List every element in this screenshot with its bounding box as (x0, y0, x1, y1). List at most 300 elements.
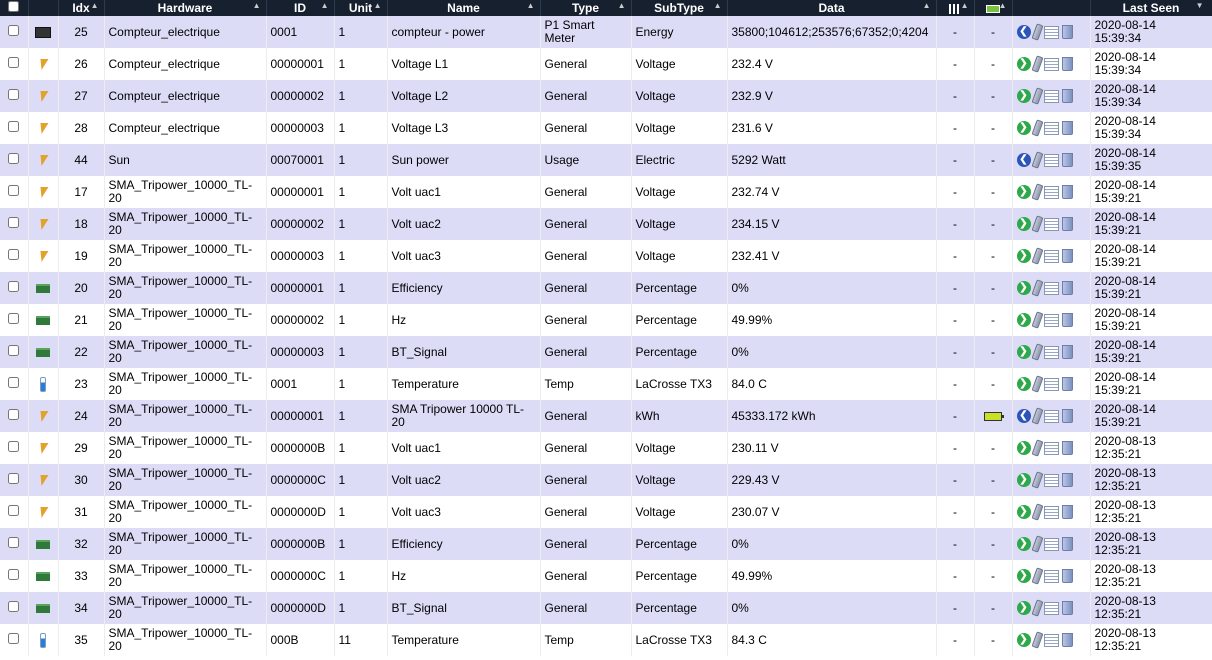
edit-pencil-icon[interactable] (1031, 87, 1043, 104)
table-row[interactable] (0, 368, 1212, 400)
cell-data: 0% (727, 272, 936, 304)
row-checkbox[interactable] (8, 313, 19, 324)
row-actions (1012, 16, 1090, 48)
row-checkbox[interactable] (8, 57, 19, 68)
cell-name: Sun power (387, 144, 540, 176)
forward-arrow-icon[interactable]: ❯ (1017, 281, 1031, 295)
device-icon-cell (28, 208, 58, 240)
cell-name: SMA Tripower 10000 TL-20 (387, 400, 540, 432)
cell-hardware: SMA_Tripower_10000_TL-20 (104, 304, 266, 336)
cell-hardware: SMA_Tripower_10000_TL-20 (104, 528, 266, 560)
trash-icon[interactable] (1062, 441, 1073, 455)
edit-pencil-icon[interactable] (1031, 535, 1043, 552)
cell-subtype: Voltage (631, 496, 727, 528)
table-row[interactable] (0, 48, 1212, 80)
cell-hardware: SMA_Tripower_10000_TL-20 (104, 336, 266, 368)
lightning-icon (38, 219, 49, 230)
trash-icon[interactable] (1062, 217, 1073, 231)
cell-id: 00000003 (266, 336, 334, 368)
select-all-checkbox[interactable] (8, 1, 19, 12)
lightning-icon (38, 411, 49, 422)
trash-icon[interactable] (1062, 473, 1073, 487)
forward-arrow-icon[interactable]: ❯ (1017, 57, 1031, 71)
cell-idx: 34 (58, 592, 104, 624)
edit-pencil-icon[interactable] (1031, 183, 1043, 200)
row-checkbox[interactable] (8, 377, 19, 388)
table-row[interactable] (0, 592, 1212, 624)
select-all-header[interactable] (0, 0, 28, 16)
forward-arrow-icon[interactable]: ❯ (1017, 249, 1031, 263)
table-row[interactable] (0, 400, 1212, 432)
log-icon[interactable] (1044, 634, 1059, 647)
thermometer-icon (40, 377, 46, 392)
edit-pencil-icon[interactable] (1031, 55, 1043, 72)
edit-pencil-icon[interactable] (1031, 599, 1043, 616)
cell-battery: - (974, 272, 1012, 304)
trash-icon[interactable] (1062, 633, 1073, 647)
row-checkbox[interactable] (8, 633, 19, 644)
cell-idx: 30 (58, 464, 104, 496)
cell-battery: - (974, 592, 1012, 624)
cell-type: General (540, 432, 631, 464)
cell-signal: - (936, 176, 974, 208)
cell-name: Voltage L1 (387, 48, 540, 80)
column-header-last-seen[interactable]: Last Seen ▼ (1090, 0, 1212, 16)
row-checkbox[interactable] (8, 281, 19, 292)
circuit-board-icon (36, 604, 50, 613)
row-actions (1012, 624, 1090, 656)
column-header-id[interactable]: ID ▲ (266, 0, 334, 16)
trash-icon[interactable] (1062, 25, 1073, 39)
row-select[interactable] (0, 48, 28, 80)
cell-name: BT_Signal (387, 592, 540, 624)
row-actions (1012, 208, 1090, 240)
forward-arrow-icon[interactable]: ❯ (1017, 377, 1031, 391)
row-select[interactable] (0, 400, 28, 432)
cell-subtype: Percentage (631, 272, 727, 304)
cell-type: General (540, 304, 631, 336)
cell-signal: - (936, 560, 974, 592)
table-row[interactable] (0, 432, 1212, 464)
row-select[interactable] (0, 464, 28, 496)
cell-unit: 1 (334, 368, 387, 400)
cell-id: 0001 (266, 368, 334, 400)
row-actions (1012, 272, 1090, 304)
edit-pencil-icon[interactable] (1031, 375, 1043, 392)
row-select[interactable] (0, 432, 28, 464)
cell-data: 230.11 V (727, 432, 936, 464)
circuit-board-icon (36, 316, 50, 325)
log-icon[interactable] (1044, 474, 1059, 487)
forward-arrow-icon[interactable]: ❯ (1017, 537, 1031, 551)
row-checkbox[interactable] (8, 153, 19, 164)
cell-idx: 17 (58, 176, 104, 208)
forward-arrow-icon[interactable]: ❯ (1017, 345, 1031, 359)
cell-signal: - (936, 624, 974, 656)
cell-type: General (540, 336, 631, 368)
forward-arrow-icon[interactable]: ❯ (1017, 505, 1031, 519)
row-actions (1012, 176, 1090, 208)
cell-unit: 1 (334, 528, 387, 560)
edit-pencil-icon[interactable] (1031, 503, 1043, 520)
column-header-battery[interactable] (974, 0, 1012, 16)
cell-hardware: SMA_Tripower_10000_TL-20 (104, 560, 266, 592)
row-checkbox[interactable] (8, 89, 19, 100)
cell-last-seen: 2020-08-14 15:39:21 (1090, 336, 1212, 368)
log-icon[interactable] (1044, 250, 1059, 263)
table-row[interactable] (0, 496, 1212, 528)
row-checkbox[interactable] (8, 601, 19, 612)
back-arrow-icon[interactable]: ❮ (1017, 25, 1031, 39)
log-icon[interactable] (1044, 218, 1059, 231)
cell-unit: 1 (334, 80, 387, 112)
battery-level-icon (984, 412, 1002, 421)
edit-pencil-icon[interactable] (1031, 151, 1043, 168)
row-checkbox[interactable] (8, 185, 19, 196)
cell-last-seen: 2020-08-14 15:39:21 (1090, 368, 1212, 400)
column-header-signal[interactable] (936, 0, 974, 16)
trash-icon[interactable] (1062, 601, 1073, 615)
cell-last-seen: 2020-08-14 15:39:21 (1090, 304, 1212, 336)
forward-arrow-icon[interactable]: ❯ (1017, 313, 1031, 327)
sort-arrow-icon: ▲ (252, 1, 261, 10)
cell-data: 35800;104612;253576;67352;0;4204 (727, 16, 936, 48)
table-row[interactable] (0, 336, 1212, 368)
sort-arrow-icon: ▲ (713, 1, 722, 10)
cell-subtype: Percentage (631, 592, 727, 624)
back-arrow-icon[interactable]: ❮ (1017, 153, 1031, 167)
forward-arrow-icon[interactable]: ❯ (1017, 633, 1031, 647)
row-checkbox[interactable] (8, 473, 19, 484)
forward-arrow-icon[interactable]: ❯ (1017, 441, 1031, 455)
table-row[interactable] (0, 112, 1212, 144)
row-checkbox[interactable] (8, 569, 19, 580)
cell-id: 00000002 (266, 304, 334, 336)
column-header-unit[interactable]: Unit ▲ (334, 0, 387, 16)
sort-arrow-icon: ▲ (998, 1, 1007, 10)
cell-last-seen: 2020-08-14 15:39:21 (1090, 272, 1212, 304)
cell-idx: 23 (58, 368, 104, 400)
edit-pencil-icon[interactable] (1031, 247, 1043, 264)
forward-arrow-icon[interactable]: ❯ (1017, 473, 1031, 487)
trash-icon[interactable] (1062, 377, 1073, 391)
log-icon[interactable] (1044, 122, 1059, 135)
cell-signal: - (936, 272, 974, 304)
edit-pencil-icon[interactable] (1031, 407, 1043, 424)
edit-pencil-icon[interactable] (1031, 439, 1043, 456)
cell-id: 0000000B (266, 432, 334, 464)
device-icon-cell (28, 272, 58, 304)
edit-pencil-icon[interactable] (1031, 279, 1043, 296)
log-icon[interactable] (1044, 442, 1059, 455)
cell-battery: - (974, 464, 1012, 496)
cell-idx: 28 (58, 112, 104, 144)
lightning-icon (38, 475, 49, 486)
forward-arrow-icon[interactable]: ❯ (1017, 121, 1031, 135)
cell-unit: 1 (334, 496, 387, 528)
cell-id: 00000003 (266, 112, 334, 144)
cell-idx: 32 (58, 528, 104, 560)
cell-battery: - (974, 624, 1012, 656)
row-checkbox[interactable] (8, 249, 19, 260)
circuit-board-icon (36, 540, 50, 549)
cell-idx: 25 (58, 16, 104, 48)
log-icon[interactable] (1044, 282, 1059, 295)
cell-type: General (540, 176, 631, 208)
sort-arrow-icon: ▲ (922, 1, 931, 10)
cell-subtype: Voltage (631, 240, 727, 272)
row-actions (1012, 48, 1090, 80)
cell-data: 84.0 C (727, 368, 936, 400)
cell-id: 0000000D (266, 496, 334, 528)
row-select[interactable] (0, 592, 28, 624)
cell-signal: - (936, 208, 974, 240)
cell-hardware: SMA_Tripower_10000_TL-20 (104, 624, 266, 656)
log-icon[interactable] (1044, 602, 1059, 615)
cell-type: General (540, 208, 631, 240)
column-header-type[interactable]: Type ▲ (540, 0, 631, 16)
column-header-data[interactable]: Data ▲ (727, 0, 936, 16)
forward-arrow-icon[interactable]: ❯ (1017, 569, 1031, 583)
row-select[interactable] (0, 528, 28, 560)
row-select[interactable] (0, 112, 28, 144)
row-select[interactable] (0, 368, 28, 400)
table-row[interactable] (0, 16, 1212, 48)
column-header-hardware[interactable]: Hardware ▲ (104, 0, 266, 16)
log-icon[interactable] (1044, 90, 1059, 103)
circuit-board-icon (36, 348, 50, 357)
cell-type: General (540, 112, 631, 144)
cell-signal: - (936, 528, 974, 560)
cell-subtype: Percentage (631, 336, 727, 368)
log-icon[interactable] (1044, 378, 1059, 391)
cell-signal: - (936, 112, 974, 144)
forward-arrow-icon[interactable]: ❯ (1017, 89, 1031, 103)
row-checkbox[interactable] (8, 25, 19, 36)
cell-id: 0001 (266, 16, 334, 48)
row-actions (1012, 80, 1090, 112)
log-icon[interactable] (1044, 506, 1059, 519)
log-icon[interactable] (1044, 26, 1059, 39)
sort-arrow-icon: ▲ (90, 1, 99, 10)
edit-pencil-icon[interactable] (1031, 343, 1043, 360)
cell-battery: - (974, 304, 1012, 336)
cell-subtype: Voltage (631, 112, 727, 144)
table-row[interactable] (0, 208, 1212, 240)
row-select[interactable] (0, 176, 28, 208)
back-arrow-icon[interactable]: ❮ (1017, 409, 1031, 423)
column-header-name[interactable]: Name ▲ (387, 0, 540, 16)
device-icon-cell (28, 112, 58, 144)
cell-battery: - (974, 496, 1012, 528)
cell-hardware: SMA_Tripower_10000_TL-20 (104, 400, 266, 432)
cell-type: General (540, 80, 631, 112)
cell-subtype: Voltage (631, 80, 727, 112)
cell-data: 49.99% (727, 560, 936, 592)
cell-hardware: Compteur_electrique (104, 80, 266, 112)
log-icon[interactable] (1044, 538, 1059, 551)
table-header (0, 0, 1212, 16)
lightning-icon (38, 251, 49, 262)
cell-signal: - (936, 144, 974, 176)
row-select[interactable] (0, 240, 28, 272)
cell-signal: - (936, 496, 974, 528)
table-row[interactable] (0, 528, 1212, 560)
log-icon[interactable] (1044, 154, 1059, 167)
trash-icon[interactable] (1062, 505, 1073, 519)
cell-hardware: SMA_Tripower_10000_TL-20 (104, 176, 266, 208)
trash-icon[interactable] (1062, 89, 1073, 103)
cell-name: Efficiency (387, 272, 540, 304)
cell-battery: - (974, 368, 1012, 400)
sort-arrow-icon: ▲ (960, 1, 969, 10)
cell-type: General (540, 528, 631, 560)
column-header-subtype[interactable]: SubType ▲ (631, 0, 727, 16)
row-checkbox[interactable] (8, 505, 19, 516)
cell-signal: - (936, 48, 974, 80)
cell-type: General (540, 592, 631, 624)
row-checkbox[interactable] (8, 345, 19, 356)
cell-subtype: Voltage (631, 48, 727, 80)
table-row[interactable] (0, 624, 1212, 656)
cell-subtype: Electric (631, 144, 727, 176)
cell-idx: 31 (58, 496, 104, 528)
cell-last-seen: 2020-08-13 12:35:21 (1090, 624, 1212, 656)
trash-icon[interactable] (1062, 409, 1073, 423)
row-select[interactable] (0, 144, 28, 176)
column-header-idx[interactable]: Idx ▲ (58, 0, 104, 16)
edit-pencil-icon[interactable] (1031, 23, 1043, 40)
cell-hardware: SMA_Tripower_10000_TL-20 (104, 464, 266, 496)
cell-id: 0000000C (266, 464, 334, 496)
forward-arrow-icon[interactable]: ❯ (1017, 185, 1031, 199)
cell-unit: 1 (334, 400, 387, 432)
edit-pencil-icon[interactable] (1031, 631, 1043, 648)
row-actions (1012, 240, 1090, 272)
lightning-icon (38, 187, 49, 198)
log-icon[interactable] (1044, 410, 1059, 423)
table-row[interactable] (0, 144, 1212, 176)
device-icon-cell (28, 16, 58, 48)
cell-subtype: Percentage (631, 304, 727, 336)
row-checkbox[interactable] (8, 217, 19, 228)
cell-hardware: SMA_Tripower_10000_TL-20 (104, 496, 266, 528)
table-row[interactable] (0, 272, 1212, 304)
table-row[interactable] (0, 240, 1212, 272)
row-checkbox[interactable] (8, 441, 19, 452)
cell-data: 232.74 V (727, 176, 936, 208)
trash-icon[interactable] (1062, 537, 1073, 551)
trash-icon[interactable] (1062, 185, 1073, 199)
row-checkbox[interactable] (8, 537, 19, 548)
log-icon[interactable] (1044, 186, 1059, 199)
row-actions (1012, 144, 1090, 176)
row-checkbox[interactable] (8, 121, 19, 132)
row-select[interactable] (0, 80, 28, 112)
log-icon[interactable] (1044, 314, 1059, 327)
device-icon-cell (28, 368, 58, 400)
row-select[interactable] (0, 496, 28, 528)
row-select[interactable] (0, 16, 28, 48)
cell-name: Volt uac1 (387, 176, 540, 208)
edit-pencil-icon[interactable] (1031, 119, 1043, 136)
device-icon-cell (28, 592, 58, 624)
cell-signal: - (936, 400, 974, 432)
cell-last-seen: 2020-08-14 15:39:21 (1090, 208, 1212, 240)
device-icon-cell (28, 624, 58, 656)
edit-pencil-icon[interactable] (1031, 471, 1043, 488)
forward-arrow-icon[interactable]: ❯ (1017, 217, 1031, 231)
cell-idx: 21 (58, 304, 104, 336)
trash-icon[interactable] (1062, 313, 1073, 327)
log-icon[interactable] (1044, 58, 1059, 71)
cell-type: General (540, 48, 631, 80)
trash-icon[interactable] (1062, 569, 1073, 583)
trash-icon[interactable] (1062, 57, 1073, 71)
cell-data: 234.15 V (727, 208, 936, 240)
log-icon[interactable] (1044, 346, 1059, 359)
cell-unit: 11 (334, 624, 387, 656)
cell-name: Volt uac3 (387, 496, 540, 528)
cell-subtype: Voltage (631, 208, 727, 240)
forward-arrow-icon[interactable]: ❯ (1017, 601, 1031, 615)
trash-icon[interactable] (1062, 249, 1073, 263)
cell-signal: - (936, 368, 974, 400)
row-checkbox[interactable] (8, 409, 19, 420)
cell-unit: 1 (334, 304, 387, 336)
row-select[interactable] (0, 272, 28, 304)
row-select[interactable] (0, 624, 28, 656)
device-icon-cell (28, 48, 58, 80)
cell-id: 0000000B (266, 528, 334, 560)
cell-type: General (540, 464, 631, 496)
edit-pencil-icon[interactable] (1031, 567, 1043, 584)
cell-idx: 22 (58, 336, 104, 368)
lightning-icon (38, 443, 49, 454)
cell-id: 00070001 (266, 144, 334, 176)
row-select[interactable] (0, 208, 28, 240)
cell-unit: 1 (334, 560, 387, 592)
meter-icon (35, 27, 51, 38)
edit-pencil-icon[interactable] (1031, 311, 1043, 328)
row-select[interactable] (0, 560, 28, 592)
trash-icon[interactable] (1062, 281, 1073, 295)
trash-icon[interactable] (1062, 153, 1073, 167)
edit-pencil-icon[interactable] (1031, 215, 1043, 232)
log-icon[interactable] (1044, 570, 1059, 583)
cell-type: General (540, 272, 631, 304)
cell-data: 5292 Watt (727, 144, 936, 176)
trash-icon[interactable] (1062, 345, 1073, 359)
cell-data: 45333.172 kWh (727, 400, 936, 432)
table-row[interactable] (0, 304, 1212, 336)
trash-icon[interactable] (1062, 121, 1073, 135)
row-select[interactable] (0, 336, 28, 368)
table-row[interactable] (0, 464, 1212, 496)
device-icon-cell (28, 176, 58, 208)
cell-idx: 19 (58, 240, 104, 272)
cell-id: 00000002 (266, 80, 334, 112)
cell-hardware: SMA_Tripower_10000_TL-20 (104, 368, 266, 400)
row-select[interactable] (0, 304, 28, 336)
cell-name: Temperature (387, 368, 540, 400)
cell-id: 000B (266, 624, 334, 656)
table-row[interactable] (0, 80, 1212, 112)
table-row[interactable] (0, 560, 1212, 592)
table-row[interactable] (0, 176, 1212, 208)
cell-id: 0000000C (266, 560, 334, 592)
cell-battery: - (974, 112, 1012, 144)
